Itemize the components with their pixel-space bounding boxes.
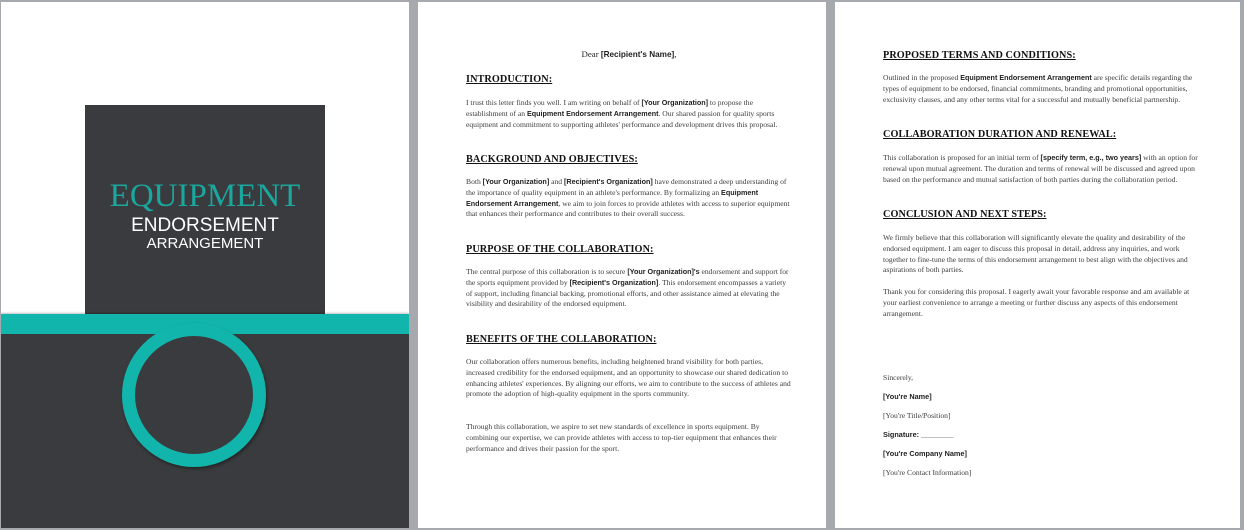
ring-icon xyxy=(122,323,266,467)
paragraph-proposed-terms xyxy=(883,73,1199,105)
text-run: The central purpose of this collaboration is to secure xyxy=(466,267,628,276)
cover-title-equipment: EQUIPMENT xyxy=(109,178,301,214)
signature-line: Signature: ________ xyxy=(883,430,954,439)
text-run: This collaboration is proposed for an initial term of xyxy=(883,153,1041,162)
text-run: Thank you for considering this proposal. I eagerly await your favorable response and am available at your earliest convenience to arrange a meeting or further discuss any aspects of this endorsement arrangement. xyxy=(883,287,1190,318)
text-run: Our collaboration offers numerous benefits, including heightened brand visibility for both parties, increased credibility for the endorsed equipment, and an opportunity to showcase our shared dedication to enhancing athletes' experiences. By aligning our efforts, we aim to contribute to the success of athletes and promote the adoption of high-quality equipment in the sports community. xyxy=(466,357,791,399)
text-run: . Our shared passion for quality sports equipment and commitment to supporting athletes' performance and development drives this proposal. xyxy=(466,108,778,129)
letter-page-1 xyxy=(418,2,826,528)
bold-text-run: Equipment Endorsement Arrangement xyxy=(960,73,1092,82)
bold-text-run: [Recipient's Organization] xyxy=(569,277,659,287)
signature-name: [You're Name] xyxy=(883,392,932,401)
bold-text-run: Equipment Endorsement Arrangement xyxy=(526,108,659,118)
paragraph-introduction xyxy=(466,98,792,130)
recipient-name-placeholder: [Recipient's Name] xyxy=(600,50,675,59)
text-run: are specific details regarding the types of equipment to be endorsed, financial commitments, branding and promotional opportunities, exclusivity clauses, and any other terms vital for a successful and mutually beneficial partnership. xyxy=(883,73,1193,104)
cover-title-endorsement: ENDORSEMENT xyxy=(131,215,279,236)
bold-text-run: 's xyxy=(693,267,700,276)
bold-text-run: [Your Organization] xyxy=(627,267,694,276)
text-run: endorsement and support for the sports equipment provided by xyxy=(466,267,789,287)
bold-text-run: [Your Organization] xyxy=(641,98,709,107)
text-run: Outlined in the proposed xyxy=(883,73,961,82)
paragraph-purpose xyxy=(466,267,792,310)
signature-closing: Sincerely, xyxy=(883,373,914,382)
cover-page xyxy=(1,2,409,528)
signature-company: [You're Company Name] xyxy=(883,449,967,458)
text-run: We firmly believe that this collaboration will significantly elevate the quality and desirability of the endorsed equipment. I am eager to discuss this proposal in detail, address any inquiries, and work together to fine-tune the terms of this endorsement arrangement to best align with the objectives and aspirations of both parties. xyxy=(883,233,1188,275)
text-run: . This endorsement encompasses a variety of support, including financial backing, promotional efforts, and other assistance aimed at elevating the visibility and desirability of the endorsed equipment. xyxy=(466,277,786,309)
bold-text-run: Equipment Endorsement Arrangement xyxy=(466,187,759,208)
heading-benefits: BENEFITS OF THE COLLABORATION: xyxy=(466,334,657,345)
cover-title-arrangement: ARRANGEMENT xyxy=(146,235,264,252)
heading-purpose: PURPOSE OF THE COLLABORATION: xyxy=(466,244,654,255)
paragraph-thank-you xyxy=(883,287,1199,319)
heading-conclusion: CONCLUSION AND NEXT STEPS: xyxy=(883,209,1047,220)
bold-text-run: [Recipient's Organization] xyxy=(563,177,653,186)
signature-title: [You're Title/Position] xyxy=(883,411,951,420)
text-run: have demonstrated a deep understanding of the importance of quality equipment in an athlete's performance. By formalizing an xyxy=(466,177,787,197)
paragraph-benefits xyxy=(466,357,792,400)
heading-introduction: INTRODUCTION: xyxy=(466,74,553,85)
salutation-prefix: Dear xyxy=(581,49,601,59)
paragraph-benefits-2 xyxy=(466,422,792,454)
text-run: to propose the establishment of an xyxy=(466,98,753,118)
salutation xyxy=(466,49,792,59)
paragraph-background xyxy=(466,177,792,220)
heading-proposed-terms: PROPOSED TERMS AND CONDITIONS: xyxy=(883,50,1076,61)
bold-text-run: [Your Organization] xyxy=(482,177,550,186)
text-run: , we aim to join forces to provide athletes with access to superior equipment that enhances their performance and contributes to their overall success. xyxy=(466,198,790,219)
text-run: and xyxy=(549,177,564,186)
salutation-suffix: , xyxy=(674,49,677,59)
heading-duration-renewal: COLLABORATION DURATION AND RENEWAL: xyxy=(883,129,1117,140)
heading-background: BACKGROUND AND OBJECTIVES: xyxy=(466,154,638,165)
text-run: Through this collaboration, we aspire to set new standards of excellence in sports equipment. By combining our expertise, we can provide athletes with access to top-tier equipment that enhances their performance and drives their passion for the sport. xyxy=(466,422,777,453)
bold-text-run: [specify term, e.g., two years] xyxy=(1040,153,1142,162)
text-run: with an option for renewal upon mutual agreement. The duration and terms of renewal will be discussed and agreed upon based on the performance and mutual satisfaction of both parties during the collaboration period. xyxy=(883,153,1198,184)
text-run: Both xyxy=(466,177,483,186)
paragraph-duration-renewal xyxy=(883,153,1199,185)
letter-page-2 xyxy=(835,2,1240,528)
paragraph-conclusion xyxy=(883,233,1199,276)
text-run: I trust this letter finds you well. I am writing on behalf of xyxy=(466,98,642,107)
signature-contact: [You're Contact Information] xyxy=(883,468,972,477)
